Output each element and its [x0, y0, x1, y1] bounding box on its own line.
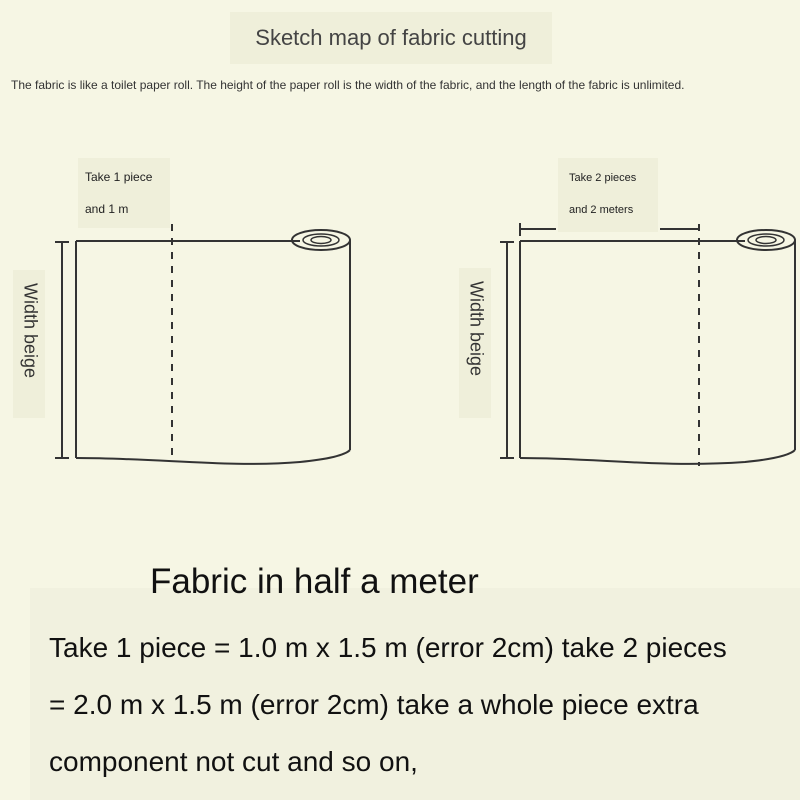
right-width-label: Width beige: [466, 280, 487, 377]
left-fabric-roll: [55, 224, 350, 464]
description-heading: Fabric in half a meter: [150, 562, 479, 601]
left-note-line-1: Take 1 piece: [85, 170, 153, 184]
right-fabric-roll: [500, 223, 795, 466]
subtitle: The fabric is like a toilet paper roll. The height of the paper roll is the width of the fabric, and the length of the fabric is unlimited.: [11, 78, 685, 92]
description-line-1: Take 1 piece = 1.0 m x 1.5 m (error 2cm) take 2 pieces: [49, 632, 727, 663]
description-line-3: component not cut and so on,: [49, 746, 418, 777]
right-note-line-2: and 2 meters: [569, 204, 634, 216]
right-note-line-1: Take 2 pieces: [569, 172, 637, 184]
description-line-2: = 2.0 m x 1.5 m (error 2cm) take a whole piece extra: [49, 689, 699, 720]
left-note-line-2: and 1 m: [85, 202, 129, 216]
page-title: Sketch map of fabric cutting: [255, 25, 527, 50]
left-width-label: Width beige: [20, 282, 41, 379]
